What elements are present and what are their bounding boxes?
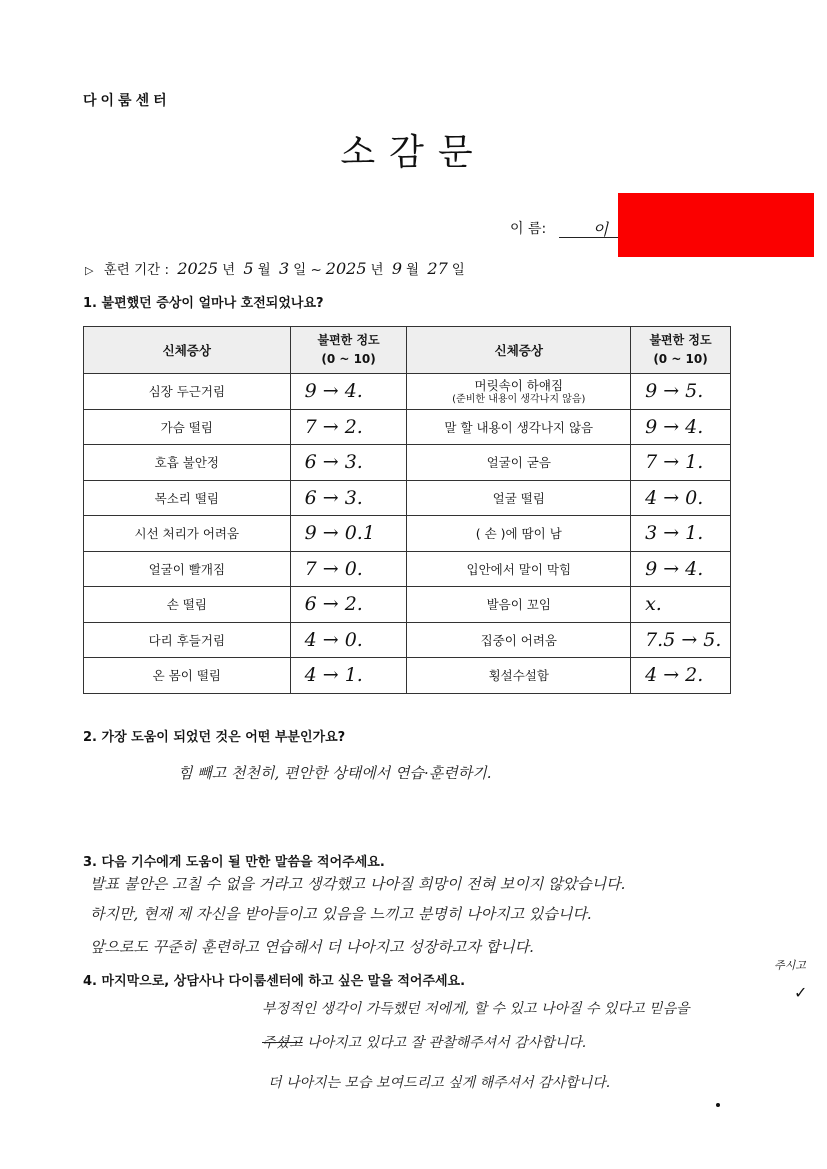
period-start-day: 3	[278, 259, 290, 278]
question-4-line-3: 더 나아지는 모습 보여드리고 싶게 해주셔서 감사합니다.	[268, 1075, 611, 1091]
score-left: 4 → 0.	[290, 622, 407, 658]
score-left: 7 → 0.	[290, 551, 407, 587]
table-row	[84, 445, 731, 481]
score-right: 7.5 → 5.	[631, 622, 731, 658]
question-3-line-3: 앞으로도 꾸준히 훈련하고 연습해서 더 나아지고 성장하고자 합니다.	[90, 938, 534, 956]
symptom-right	[407, 551, 631, 587]
header-symptom-2: 신체증상	[407, 327, 631, 374]
question-4-line-1: 부정적인 생각이 가득했던 저에게, 할 수 있고 나아질 수 있다고 믿음을	[262, 1001, 690, 1017]
question-3-line-1: 발표 불안은 고칠 수 없을 거라고 생각했고 나아질 희망이 전혀 보이지 않았습니다.	[90, 875, 626, 893]
symptom-right	[407, 445, 631, 481]
question-4-title: 4. 마지막으로, 상담사나 다이룸센터에 하고 싶은 말을 적어주세요.	[83, 974, 466, 989]
redaction-box	[618, 193, 814, 257]
period-month-label-2: 월	[406, 262, 420, 278]
symptom-right-label: 입안에서 말이 막힘	[466, 561, 572, 577]
table-row	[84, 658, 731, 694]
symptom-right-label: ( 손 )에 땀이 남	[475, 526, 562, 542]
symptom-right-label: 발음이 꼬임	[486, 597, 551, 613]
score-right: 9 → 4.	[631, 551, 731, 587]
question-3-line-2: 하지만, 현재 제 자신을 받아들이고 있음을 느끼고 분명히 나아지고 있습니다.	[90, 905, 592, 923]
period-separator: ~	[310, 262, 322, 278]
score-right: 7 → 1.	[631, 445, 731, 481]
period-end-day: 27	[427, 259, 448, 278]
question-4-correction: 주시고	[774, 959, 806, 972]
period-year-label-2: 년	[370, 262, 384, 278]
question-1-title: 1. 불편했던 증상이 얼마나 호전되었나요?	[83, 296, 324, 311]
symptom-right-sublabel: (준비한 내용이 생각나지 않음)	[452, 394, 586, 406]
question-3-title: 3. 다음 기수에게 도움이 될 만한 말씀을 적어주세요.	[83, 855, 385, 870]
table-row	[84, 480, 731, 516]
symptom-right-label: 집중이 어려움	[480, 632, 557, 648]
question-2-answer: 힘 빼고 천천히, 편안한 상태에서 연습·훈련하기.	[178, 764, 492, 782]
symptom-right	[407, 587, 631, 623]
table-header-row	[84, 327, 731, 374]
symptom-left: 온 몸이 떨림	[84, 658, 291, 694]
symptom-left: 손 떨림	[84, 587, 291, 623]
name-value: 이	[592, 220, 609, 239]
question-4-line-2	[262, 1032, 586, 1052]
score-left: 7 → 2.	[290, 409, 407, 445]
symptom-left: 다리 후들거림	[84, 622, 291, 658]
score-right: 9 → 4.	[631, 409, 731, 445]
header-level	[290, 327, 407, 374]
symptom-right	[407, 516, 631, 552]
symptom-right	[407, 658, 631, 694]
score-right: 9 → 5.	[631, 374, 731, 410]
header-level-label: 불편한 정도	[317, 333, 380, 348]
score-right: x.	[631, 587, 731, 623]
ink-dot	[716, 1103, 720, 1107]
symptom-left: 가슴 떨림	[84, 409, 291, 445]
symptom-right	[407, 480, 631, 516]
table-row	[84, 374, 731, 410]
score-left: 4 → 1.	[290, 658, 407, 694]
symptom-right-label: 머릿속이 하얘짐	[474, 378, 564, 394]
symptom-right-label: 횡설수설함	[488, 668, 549, 684]
document-title: 소감문	[340, 132, 487, 173]
period-end-month: 9	[391, 259, 403, 278]
question-4-line-2-text: 나아지고 있다고 잘 관찰해주셔서 감사합니다.	[302, 1035, 587, 1051]
score-left: 9 → 0.1	[290, 516, 407, 552]
triangle-bullet-icon: ▷	[85, 264, 94, 277]
header-level-range-2: (0 ~ 10)	[653, 352, 708, 366]
score-left: 6 → 2.	[290, 587, 407, 623]
table-row	[84, 622, 731, 658]
table-row	[84, 516, 731, 552]
period-end-year: 2025	[325, 259, 367, 278]
table-row	[84, 551, 731, 587]
symptom-left: 목소리 떨림	[84, 480, 291, 516]
header-level-range: (0 ~ 10)	[321, 352, 376, 366]
period-label: 훈련 기간 :	[103, 262, 170, 278]
table-row	[84, 587, 731, 623]
symptom-left: 호흡 불안정	[84, 445, 291, 481]
score-left: 6 → 3.	[290, 480, 407, 516]
period-start-month: 5	[243, 259, 254, 278]
symptom-left: 얼굴이 빨개짐	[84, 551, 291, 587]
header-level-2	[631, 327, 731, 374]
symptom-right-label: 말 할 내용이 생각나지 않음	[444, 419, 594, 435]
period-year-label: 년	[222, 262, 236, 278]
score-left: 6 → 3.	[290, 445, 407, 481]
training-period	[85, 258, 465, 278]
period-day-label-2: 일	[451, 262, 465, 278]
table-row	[84, 409, 731, 445]
score-right: 4 → 2.	[631, 658, 731, 694]
score-left: 9 → 4.	[290, 374, 407, 410]
name-label: 이 름:	[510, 221, 547, 237]
symptom-right-label: 얼굴 떨림	[492, 490, 545, 506]
score-right: 4 → 0.	[631, 480, 731, 516]
symptom-right-label: 얼굴이 굳음	[486, 455, 551, 471]
checkmark-icon: ✓	[794, 983, 808, 1002]
score-right: 3 → 1.	[631, 516, 731, 552]
symptom-right	[407, 622, 631, 658]
symptom-table	[83, 326, 731, 694]
header-level-label-2: 불편한 정도	[649, 333, 712, 348]
question-2-title: 2. 가장 도움이 되었던 것은 어떤 부분인가요?	[83, 730, 346, 745]
symptom-right	[407, 374, 631, 410]
symptom-right	[407, 409, 631, 445]
period-month-label: 월	[257, 262, 271, 278]
question-4-struck-text: 주셨고	[262, 1035, 303, 1051]
symptom-left: 시선 처리가 어려움	[84, 516, 291, 552]
period-day-label: 일	[293, 262, 307, 278]
symptom-left: 심장 두근거림	[84, 374, 291, 410]
organization-name: 다이룸센터	[83, 93, 171, 109]
period-start-year: 2025	[177, 259, 219, 278]
header-symptom: 신체증상	[84, 327, 291, 374]
